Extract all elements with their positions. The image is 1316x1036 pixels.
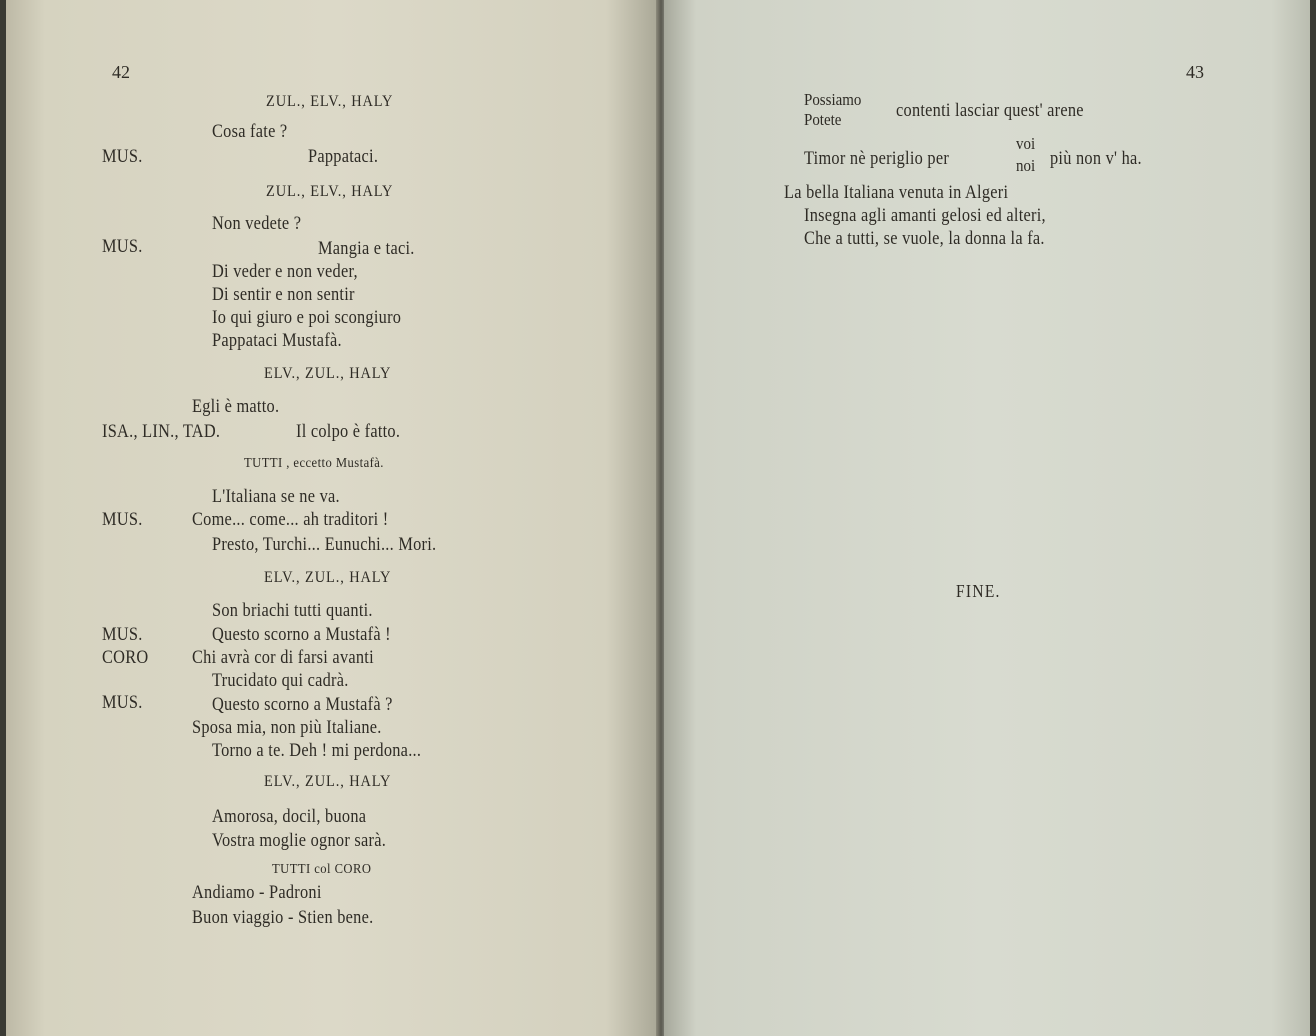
verse-line: Che a tutti, se vuole, la donna la fa. (804, 228, 1045, 249)
stage-heading: ELV., ZUL., HALY (264, 773, 392, 790)
verse-line: Egli è matto. (192, 396, 280, 417)
verse-line: Andiamo - Padroni (192, 882, 322, 903)
verse-line: Vostra moglie ognor sarà. (212, 830, 387, 851)
verse-line: più non v' ha. (1050, 148, 1142, 169)
verse-line: Sposa mia, non più Italiane. (192, 717, 382, 738)
verse-line: Insegna agli amanti gelosi ed alteri, (804, 205, 1046, 226)
stage-heading: ZUL., ELV., HALY (266, 183, 394, 200)
speaker-label: MUS. (102, 624, 143, 645)
verse-line: Cosa fate ? (212, 121, 288, 142)
speaker-label: MUS. (102, 509, 143, 530)
verse-line: Trucidato qui cadrà. (212, 670, 349, 691)
speaker-label: MUS. (102, 692, 143, 713)
verse-line: contenti lasciar quest' arene (896, 100, 1084, 121)
verse-line: Pappataci Mustafà. (212, 330, 342, 351)
verse-line: Come... come... ah traditori ! (192, 509, 389, 530)
verse-line: L'Italiana se ne va. (212, 486, 340, 507)
verse-line: Questo scorno a Mustafà ? (212, 694, 393, 715)
left-page (6, 0, 658, 1036)
stacked-word-bottom: Potete (804, 110, 842, 129)
right-page (664, 0, 1310, 1036)
verse-line: Mangia e taci. (318, 238, 415, 259)
speaker-label: MUS. (102, 146, 143, 167)
verse-line: Io qui giuro e poi scongiuro (212, 307, 402, 328)
speaker-label: MUS. (102, 236, 143, 257)
verse-line: Timor nè periglio per (804, 148, 950, 169)
verse-line: Amorosa, docil, buona (212, 806, 367, 827)
verse-line: Chi avrà cor di farsi avanti (192, 647, 374, 668)
stage-heading: ELV., ZUL., HALY (264, 569, 392, 586)
verse-line: Pappataci. (308, 146, 379, 167)
verse-line: Di sentir e non sentir (212, 284, 355, 305)
verse-line: Non vedete ? (212, 213, 302, 234)
end-text: FINE. (956, 581, 1001, 601)
stacked-word-bottom: noi (1016, 156, 1036, 175)
verse-line: Di veder e non veder, (212, 261, 358, 282)
verse-line: Questo scorno a Mustafà ! (212, 624, 391, 645)
speaker-label: ISA., LIN., TAD. (102, 421, 221, 442)
page-number-left: 42 (112, 62, 130, 82)
verse-line: La bella Italiana venuta in Algeri (784, 182, 1009, 203)
stage-heading: TUTTI col CORO (272, 862, 372, 877)
verse-line: Son briachi tutti quanti. (212, 600, 373, 621)
stage-heading: ELV., ZUL., HALY (264, 365, 392, 382)
stage-heading: TUTTI , eccetto Mustafà. (244, 456, 384, 471)
verse-line: Presto, Turchi... Eunuchi... Mori. (212, 534, 437, 555)
verse-line: Torno a te. Deh ! mi perdona... (212, 740, 422, 761)
verse-line: Buon viaggio - Stien bene. (192, 907, 374, 928)
stage-heading: ZUL., ELV., HALY (266, 93, 394, 110)
stacked-word-top: Possiamo (804, 90, 862, 109)
page-number-right: 43 (1186, 62, 1204, 82)
speaker-label: CORO (102, 647, 149, 668)
stacked-word-top: voi (1016, 134, 1036, 153)
verse-line: Il colpo è fatto. (296, 421, 401, 442)
